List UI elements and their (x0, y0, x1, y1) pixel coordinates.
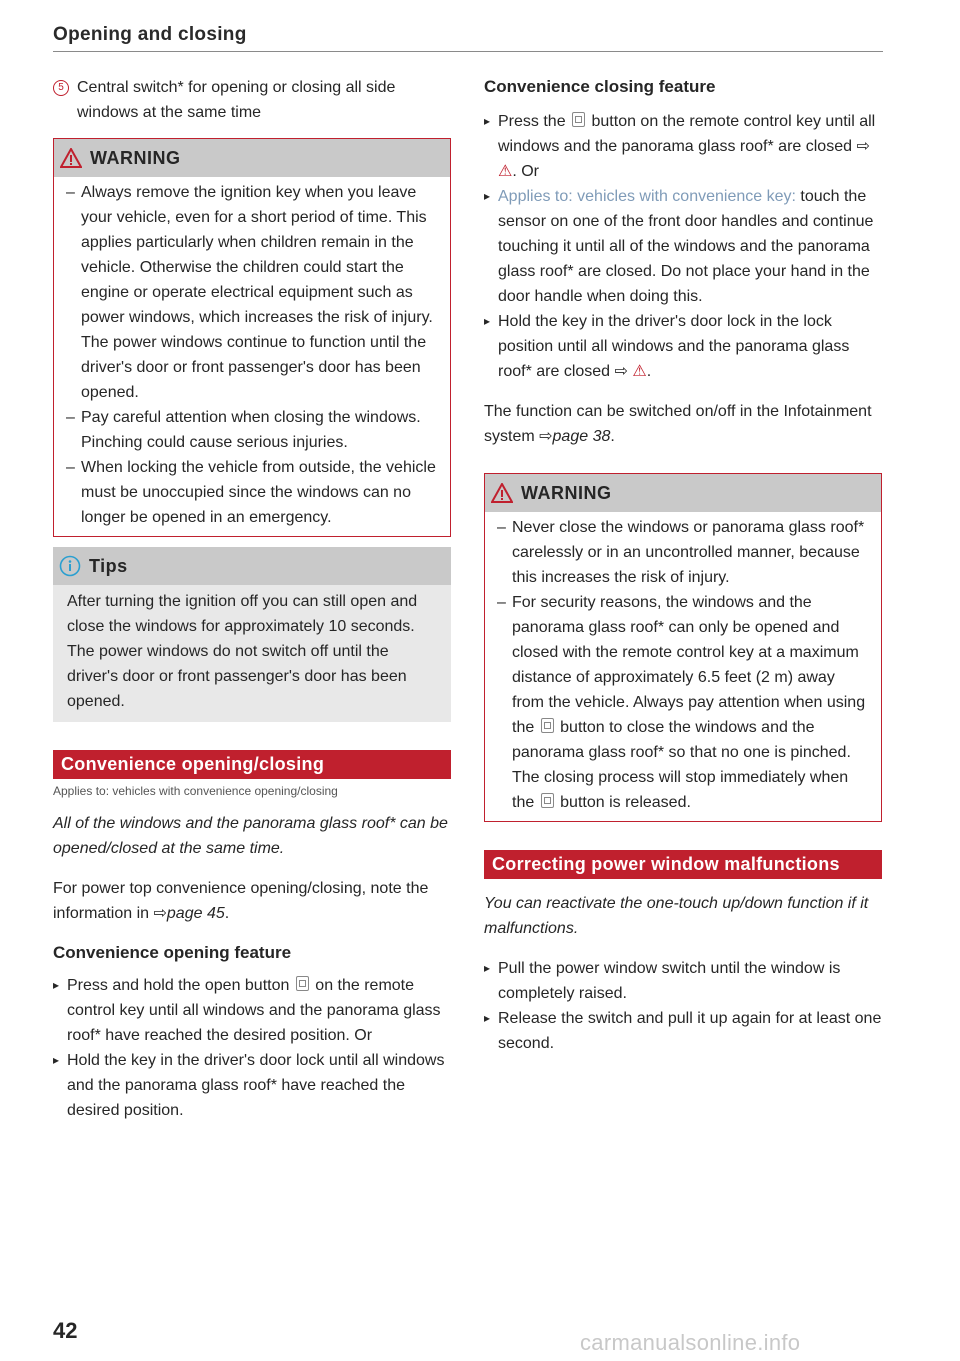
warning-item: – For security reasons, the windows and the panorama glass roof* can only be opened and closed with the remote control key at a maximum distance of approximately 6.5 feet (2 m) away from the vehicle. Always pay attention when using the button to close the windows and the panorama glass roof* so that no one is pinched. The closing process will stop immediately when the button is released. (497, 590, 867, 815)
warning-item: – Never close the windows or panorama glass roof* carelessly or in an uncontrolled manner, because this increases the risk of injury. (497, 515, 867, 590)
opening-steps (53, 973, 451, 1123)
page-header-title: Opening and closing (53, 24, 247, 45)
callout-number: 5 (53, 80, 69, 96)
watermark: carmanualsonline.info (580, 1330, 801, 1355)
section-intro: You can reactivate the one-touch up/down function if it malfunctions. (484, 895, 869, 937)
tips-box (53, 547, 451, 722)
close-key-icon (572, 112, 585, 127)
warning-item: – Always remove the ignition key when you leave your vehicle, even for a short period of time. This applies particularly when children remain in the vehicle. Otherwise the children could start the engine or operate electrical equipment such as power windows, which increases the risk of injury. The power windows continue to function until the driver's door or front passenger's door has been opened. (66, 180, 436, 405)
page-ref-arrow-icon: ⇨ (153, 905, 167, 922)
page-number: 42 (53, 1318, 78, 1343)
page-ref-arrow-icon: ⇨ (539, 428, 553, 445)
closing-step-1: ▸ Press the button on the remote control key until all windows and the panorama glass roof* are closed ⇨ ⚠. Or (484, 109, 882, 184)
warning-ref-icon: ⚠ (632, 363, 647, 380)
warning-list (497, 515, 867, 815)
page-ref-link[interactable]: page 38 (552, 428, 611, 445)
ref-arrow-icon: ⇨ (856, 138, 870, 155)
left-column (53, 75, 451, 1123)
applies-to-inline: Applies to: vehicles with convenience key: (498, 188, 796, 205)
warning-box (53, 138, 451, 537)
opening-feature-heading: Convenience opening feature (53, 943, 292, 962)
warning-list (66, 180, 436, 530)
open-key-icon (296, 976, 309, 991)
closing-step-3: ▸ Hold the key in the driver's door lock in the lock position until all windows and the panorama glass roof* are closed ⇨ ⚠. (484, 309, 882, 384)
infotainment-note: The function can be switched on/off in the Infotainment system ⇨page 38. (484, 403, 872, 445)
section-title-malfunctions: Correcting power window malfunctions (484, 850, 882, 879)
close-key-icon (541, 793, 554, 808)
section-title-convenience: Convenience opening/closing (53, 750, 451, 779)
closing-steps (484, 109, 882, 384)
warning-item: – Pay careful attention when closing the windows. Pinching could cause serious injuries. (66, 405, 436, 455)
malfunction-steps (484, 956, 882, 1056)
legend-item-5 (53, 75, 451, 125)
legend-item-text: Central switch* for opening or closing all side windows at the same time (77, 79, 396, 121)
tips-header (53, 547, 451, 585)
warning-header (54, 139, 450, 177)
warning-title: WARNING (521, 482, 612, 503)
warning-triangle-icon (60, 148, 82, 168)
right-column (484, 75, 882, 1056)
closing-feature-heading: Convenience closing feature (484, 77, 716, 96)
applies-to-note: Applies to: vehicles with convenience opening/closing (53, 784, 338, 798)
closing-step-2: ▸ Applies to: vehicles with convenience key: touch the sensor on one of the front door handles and continue touching it until all of the windows and the panorama glass roof* are closed. Do not place your hand in the door handle when doing this. (484, 184, 882, 309)
opening-step-2: ▸ Hold the key in the driver's door lock until all windows and the panorama glass roof* have reached the desired position. (53, 1048, 451, 1123)
info-icon (59, 555, 81, 577)
tips-title: Tips (89, 555, 128, 576)
malfunction-step-1: ▸ Pull the power window switch until the window is completely raised. (484, 956, 882, 1006)
opening-step-1: ▸ Press and hold the open button on the remote control key until all windows and the panorama glass roof* have reached the desired position. Or (53, 973, 451, 1048)
malfunction-step-2: ▸ Release the switch and pull it up again for at least one second. (484, 1006, 882, 1056)
warning-box-right (484, 473, 882, 822)
warning-header (485, 474, 881, 512)
warning-item: – When locking the vehicle from outside, the vehicle must be unoccupied since the windows can no longer be opened in an emergency. (66, 455, 436, 530)
header-divider (53, 51, 883, 52)
close-key-icon (541, 718, 554, 733)
page-ref-link[interactable]: page 45 (166, 905, 225, 922)
ref-arrow-icon: ⇨ (614, 363, 628, 380)
power-top-note: For power top convenience opening/closing, note the information in ⇨page 45. (53, 880, 429, 922)
tips-text: After turning the ignition off you can still open and close the windows for approximately 10 seconds. The power windows do not switch off until the driver's door or front passenger's door has been opened. (67, 593, 418, 710)
warning-triangle-icon (491, 483, 513, 503)
warning-ref-icon: ⚠ (498, 163, 513, 180)
warning-title: WARNING (90, 147, 181, 168)
section-intro: All of the windows and the panorama glass roof* can be opened/closed at the same time. (53, 815, 448, 857)
